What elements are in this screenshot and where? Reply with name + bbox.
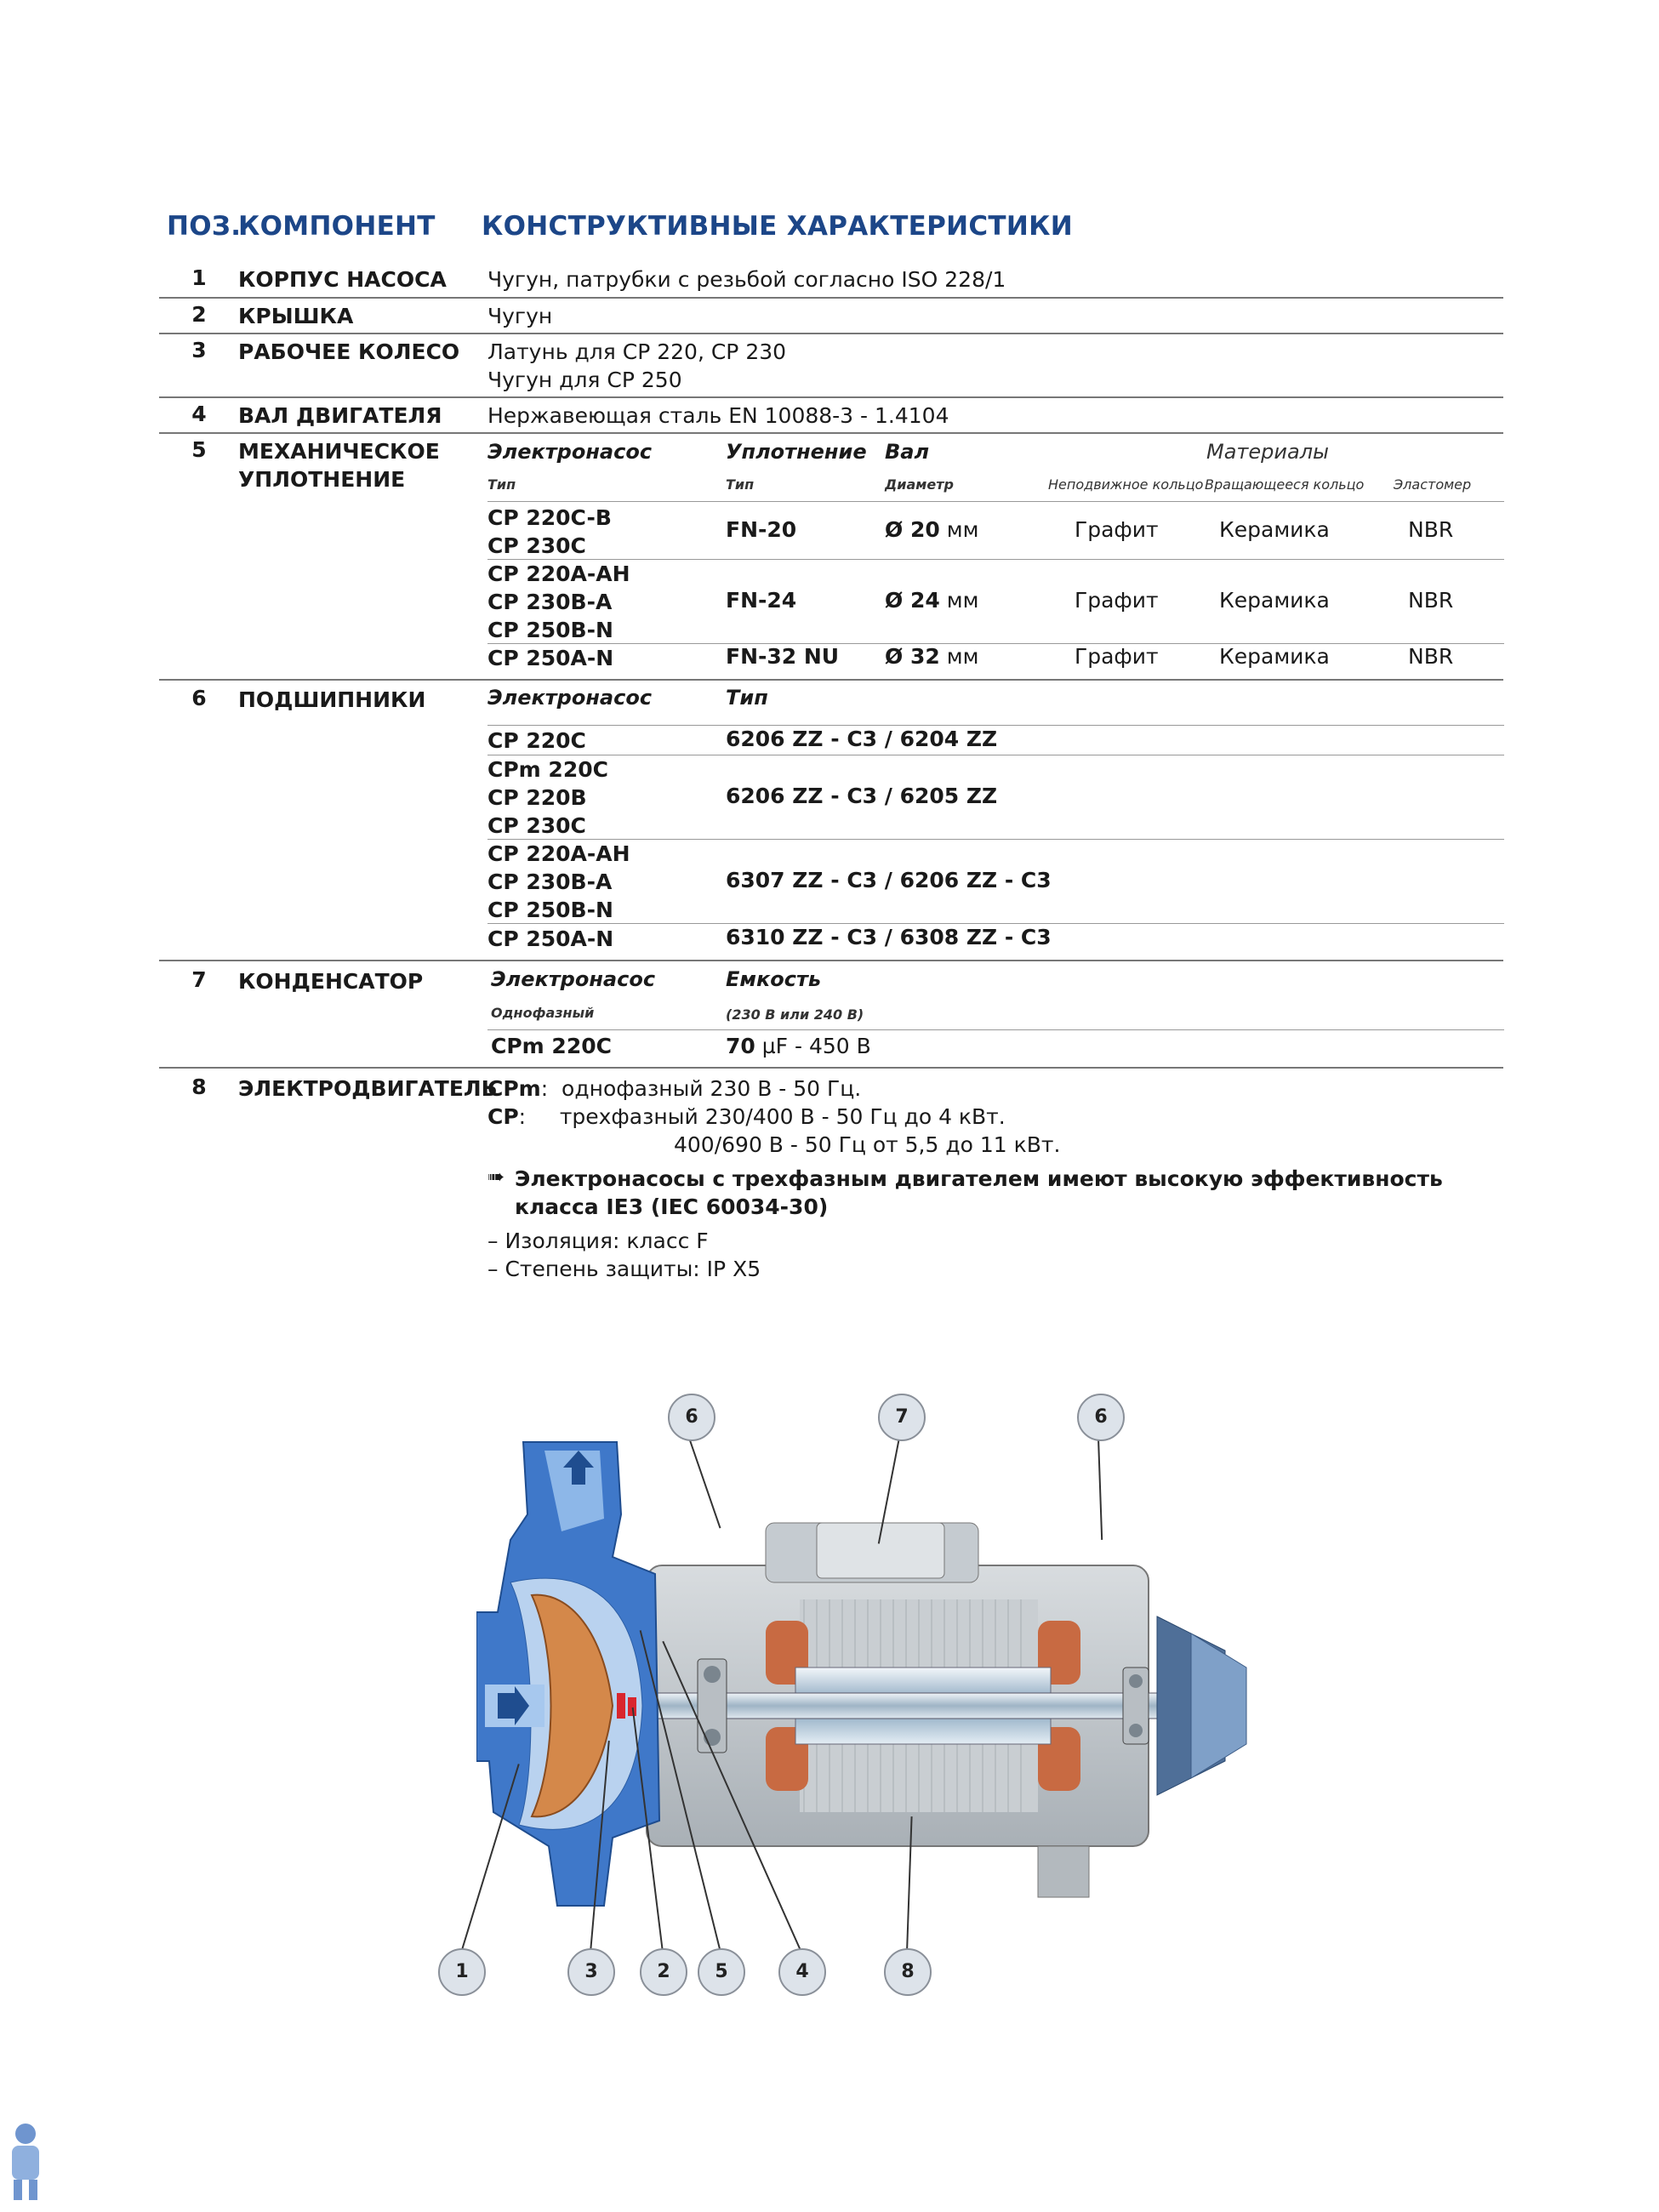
divider bbox=[159, 960, 1503, 961]
callout-1: 1 bbox=[438, 1948, 486, 1996]
arrow-icon: ➠ bbox=[487, 1165, 505, 1189]
row-6-number: 6 bbox=[191, 686, 207, 710]
bearing-header-type: Тип bbox=[726, 686, 768, 710]
seal-pump: CP 220C-B bbox=[487, 505, 612, 530]
divider bbox=[159, 396, 1503, 398]
pump-cutaway-illustration bbox=[476, 1438, 1268, 1914]
callout-4: 4 bbox=[778, 1948, 826, 1996]
callout-3: 3 bbox=[567, 1948, 615, 1996]
plumber-logo-icon bbox=[0, 2118, 51, 2203]
seal-diameter-unit: мм bbox=[946, 517, 979, 542]
row-2-component: КРЫШКА bbox=[238, 304, 354, 328]
bearing-type: 6310 ZZ - C3 / 6308 ZZ - C3 bbox=[726, 925, 1052, 949]
seal-header-pump: Электронасос bbox=[487, 440, 653, 464]
capacitor-sub-phase: Однофазный bbox=[491, 1005, 595, 1021]
seal-rotating-ring: Керамика bbox=[1219, 517, 1330, 542]
divider bbox=[159, 333, 1503, 334]
motor-cpm-label: CPm bbox=[487, 1076, 541, 1101]
callout-6-right: 6 bbox=[1077, 1394, 1125, 1441]
capacitor-value bbox=[726, 1032, 871, 1060]
callout-5: 5 bbox=[698, 1948, 745, 1996]
capacitor-header-pump: Электронасос bbox=[491, 967, 656, 991]
divider bbox=[487, 1029, 1504, 1030]
seal-diameter-unit: мм bbox=[946, 644, 979, 669]
seal-rotating-ring: Керамика bbox=[1219, 644, 1330, 669]
motor-cpm-text: : однофазный 230 В - 50 Гц. bbox=[540, 1076, 862, 1101]
row-6-component: ПОДШИПНИКИ bbox=[238, 687, 426, 712]
bearing-pump: CP 220C bbox=[487, 728, 586, 753]
motor-efficiency-note-line1: Электронасосы с трехфазным двигателем имеют высокую эффективность bbox=[515, 1166, 1443, 1191]
seal-type: FN-32 NU bbox=[726, 644, 840, 669]
seal-header-seal: Уплотнение bbox=[726, 440, 867, 464]
motor-efficiency-note-line2: класса IE3 (IEC 60034-30) bbox=[515, 1194, 829, 1219]
row-4-number: 4 bbox=[191, 402, 207, 426]
seal-diameter-value: Ø 20 bbox=[885, 517, 940, 542]
divider bbox=[487, 923, 1504, 924]
row-3-value-line1: Латунь для CP 220, CP 230 bbox=[487, 339, 787, 364]
seal-sub-elastomer: Эластомер bbox=[1394, 476, 1472, 493]
bearing-pump: CP 250A-N bbox=[487, 926, 614, 951]
seal-rotating-ring: Керамика bbox=[1219, 588, 1330, 613]
bearing-pump: CPm 220C bbox=[487, 757, 608, 782]
motor-protection: – Степень защиты: IP X5 bbox=[487, 1257, 761, 1281]
seal-diameter bbox=[885, 517, 978, 542]
capacitor-value-unit: µF - 450 В bbox=[761, 1034, 871, 1058]
bearing-pump: CP 220A-AH bbox=[487, 841, 630, 866]
seal-sub-fixed-ring: Неподвижное кольцо bbox=[1048, 476, 1204, 493]
seal-sub-type: Тип bbox=[487, 476, 516, 493]
row-5-number: 5 bbox=[191, 437, 207, 462]
motor-cp-text: : трехфазный 230/400 В - 50 Гц до 4 кВт. bbox=[518, 1104, 1006, 1129]
seal-diameter-value: Ø 24 bbox=[885, 588, 940, 613]
seal-header-materials: Материалы bbox=[1206, 440, 1329, 464]
seal-pump: CP 250B-N bbox=[487, 618, 613, 642]
row-5-component-line2: УПЛОТНЕНИЕ bbox=[238, 467, 406, 492]
callout-2: 2 bbox=[640, 1948, 687, 1996]
divider bbox=[487, 839, 1504, 840]
divider bbox=[487, 559, 1504, 560]
callout-8: 8 bbox=[884, 1948, 932, 1996]
seal-pump: CP 250A-N bbox=[487, 646, 614, 670]
seal-pump: CP 230C bbox=[487, 533, 586, 558]
seal-sub-type2: Тип bbox=[726, 476, 755, 493]
bearing-type: 6206 ZZ - C3 / 6204 ZZ bbox=[726, 727, 998, 751]
callout-7: 7 bbox=[878, 1394, 926, 1441]
motor-cp-label: CP bbox=[487, 1104, 519, 1129]
row-8-number: 8 bbox=[191, 1075, 207, 1099]
divider bbox=[487, 643, 1504, 644]
row-1-value: Чугун, патрубки с резьбой согласно ISO 228/1 bbox=[487, 267, 1006, 292]
header-features: КОНСТРУКТИВНЫЕ ХАРАКТЕРИСТИКИ bbox=[482, 211, 1073, 242]
motor-line-single-phase bbox=[487, 1075, 861, 1103]
bearing-pump: CP 230C bbox=[487, 813, 586, 838]
seal-sub-diameter: Диаметр bbox=[885, 476, 954, 493]
divider bbox=[159, 679, 1503, 681]
seal-pump: CP 220A-AH bbox=[487, 562, 630, 586]
divider bbox=[487, 501, 1504, 502]
seal-diameter bbox=[885, 588, 978, 613]
divider bbox=[487, 725, 1504, 726]
divider bbox=[159, 297, 1503, 299]
capacitor-value-number: 70 bbox=[726, 1034, 755, 1058]
row-1-component: КОРПУС НАСОСА bbox=[238, 267, 447, 292]
motor-line-three-phase-high: 400/690 В - 50 Гц от 5,5 до 11 кВт. bbox=[674, 1132, 1061, 1157]
bearing-pump: CP 220B bbox=[487, 785, 587, 810]
motor-insulation: – Изоляция: класс F bbox=[487, 1229, 709, 1253]
seal-diameter-unit: мм bbox=[946, 588, 979, 613]
row-3-number: 3 bbox=[191, 338, 207, 362]
bearing-type: 6307 ZZ - C3 / 6206 ZZ - C3 bbox=[726, 868, 1052, 892]
row-7-component: КОНДЕНСАТОР bbox=[238, 969, 424, 994]
seal-fixed-ring: Графит bbox=[1075, 517, 1159, 542]
seal-elastomer: NBR bbox=[1408, 644, 1454, 669]
bearing-type: 6206 ZZ - C3 / 6205 ZZ bbox=[726, 784, 998, 808]
row-2-number: 2 bbox=[191, 302, 207, 327]
capacitor-header-capacity: Емкость bbox=[726, 967, 822, 991]
row-2-value: Чугун bbox=[487, 304, 553, 328]
row-3-value-line2: Чугун для CP 250 bbox=[487, 368, 682, 392]
row-4-value: Нержавеющая сталь EN 10088-3 - 1.4104 bbox=[487, 403, 949, 428]
bearing-header-pump: Электронасос bbox=[487, 686, 653, 710]
seal-diameter bbox=[885, 644, 978, 669]
capacitor-pump: CPm 220C bbox=[491, 1034, 612, 1058]
row-5-component-line1: МЕХАНИЧЕСКОЕ bbox=[238, 439, 440, 464]
seal-fixed-ring: Графит bbox=[1075, 644, 1159, 669]
row-7-number: 7 bbox=[191, 967, 207, 992]
divider bbox=[159, 1067, 1503, 1069]
seal-type: FN-20 bbox=[726, 517, 797, 542]
seal-header-shaft: Вал bbox=[885, 440, 930, 464]
seal-type: FN-24 bbox=[726, 588, 797, 613]
bearing-pump: CP 230B-A bbox=[487, 869, 613, 894]
header-pos: ПОЗ. bbox=[167, 211, 242, 242]
seal-elastomer: NBR bbox=[1408, 517, 1454, 542]
seal-diameter-value: Ø 32 bbox=[885, 644, 940, 669]
bearing-pump: CP 250B-N bbox=[487, 898, 613, 922]
capacitor-sub-voltage: (230 В или 240 В) bbox=[726, 1006, 864, 1023]
row-1-number: 1 bbox=[191, 265, 207, 290]
row-4-component: ВАЛ ДВИГАТЕЛЯ bbox=[238, 403, 442, 428]
seal-sub-rotating-ring: Вращающееся кольцо bbox=[1205, 476, 1365, 493]
divider bbox=[159, 432, 1503, 434]
header-component: КОМПОНЕНТ bbox=[238, 211, 436, 242]
row-8-component: ЭЛЕКТРОДВИГАТЕЛЬ bbox=[238, 1076, 498, 1101]
seal-fixed-ring: Графит bbox=[1075, 588, 1159, 613]
row-3-component: РАБОЧЕЕ КОЛЕСО bbox=[238, 339, 460, 364]
callout-6-left: 6 bbox=[668, 1394, 715, 1441]
seal-pump: CP 230B-A bbox=[487, 590, 613, 614]
seal-elastomer: NBR bbox=[1408, 588, 1454, 613]
motor-line-three-phase bbox=[487, 1103, 1006, 1131]
